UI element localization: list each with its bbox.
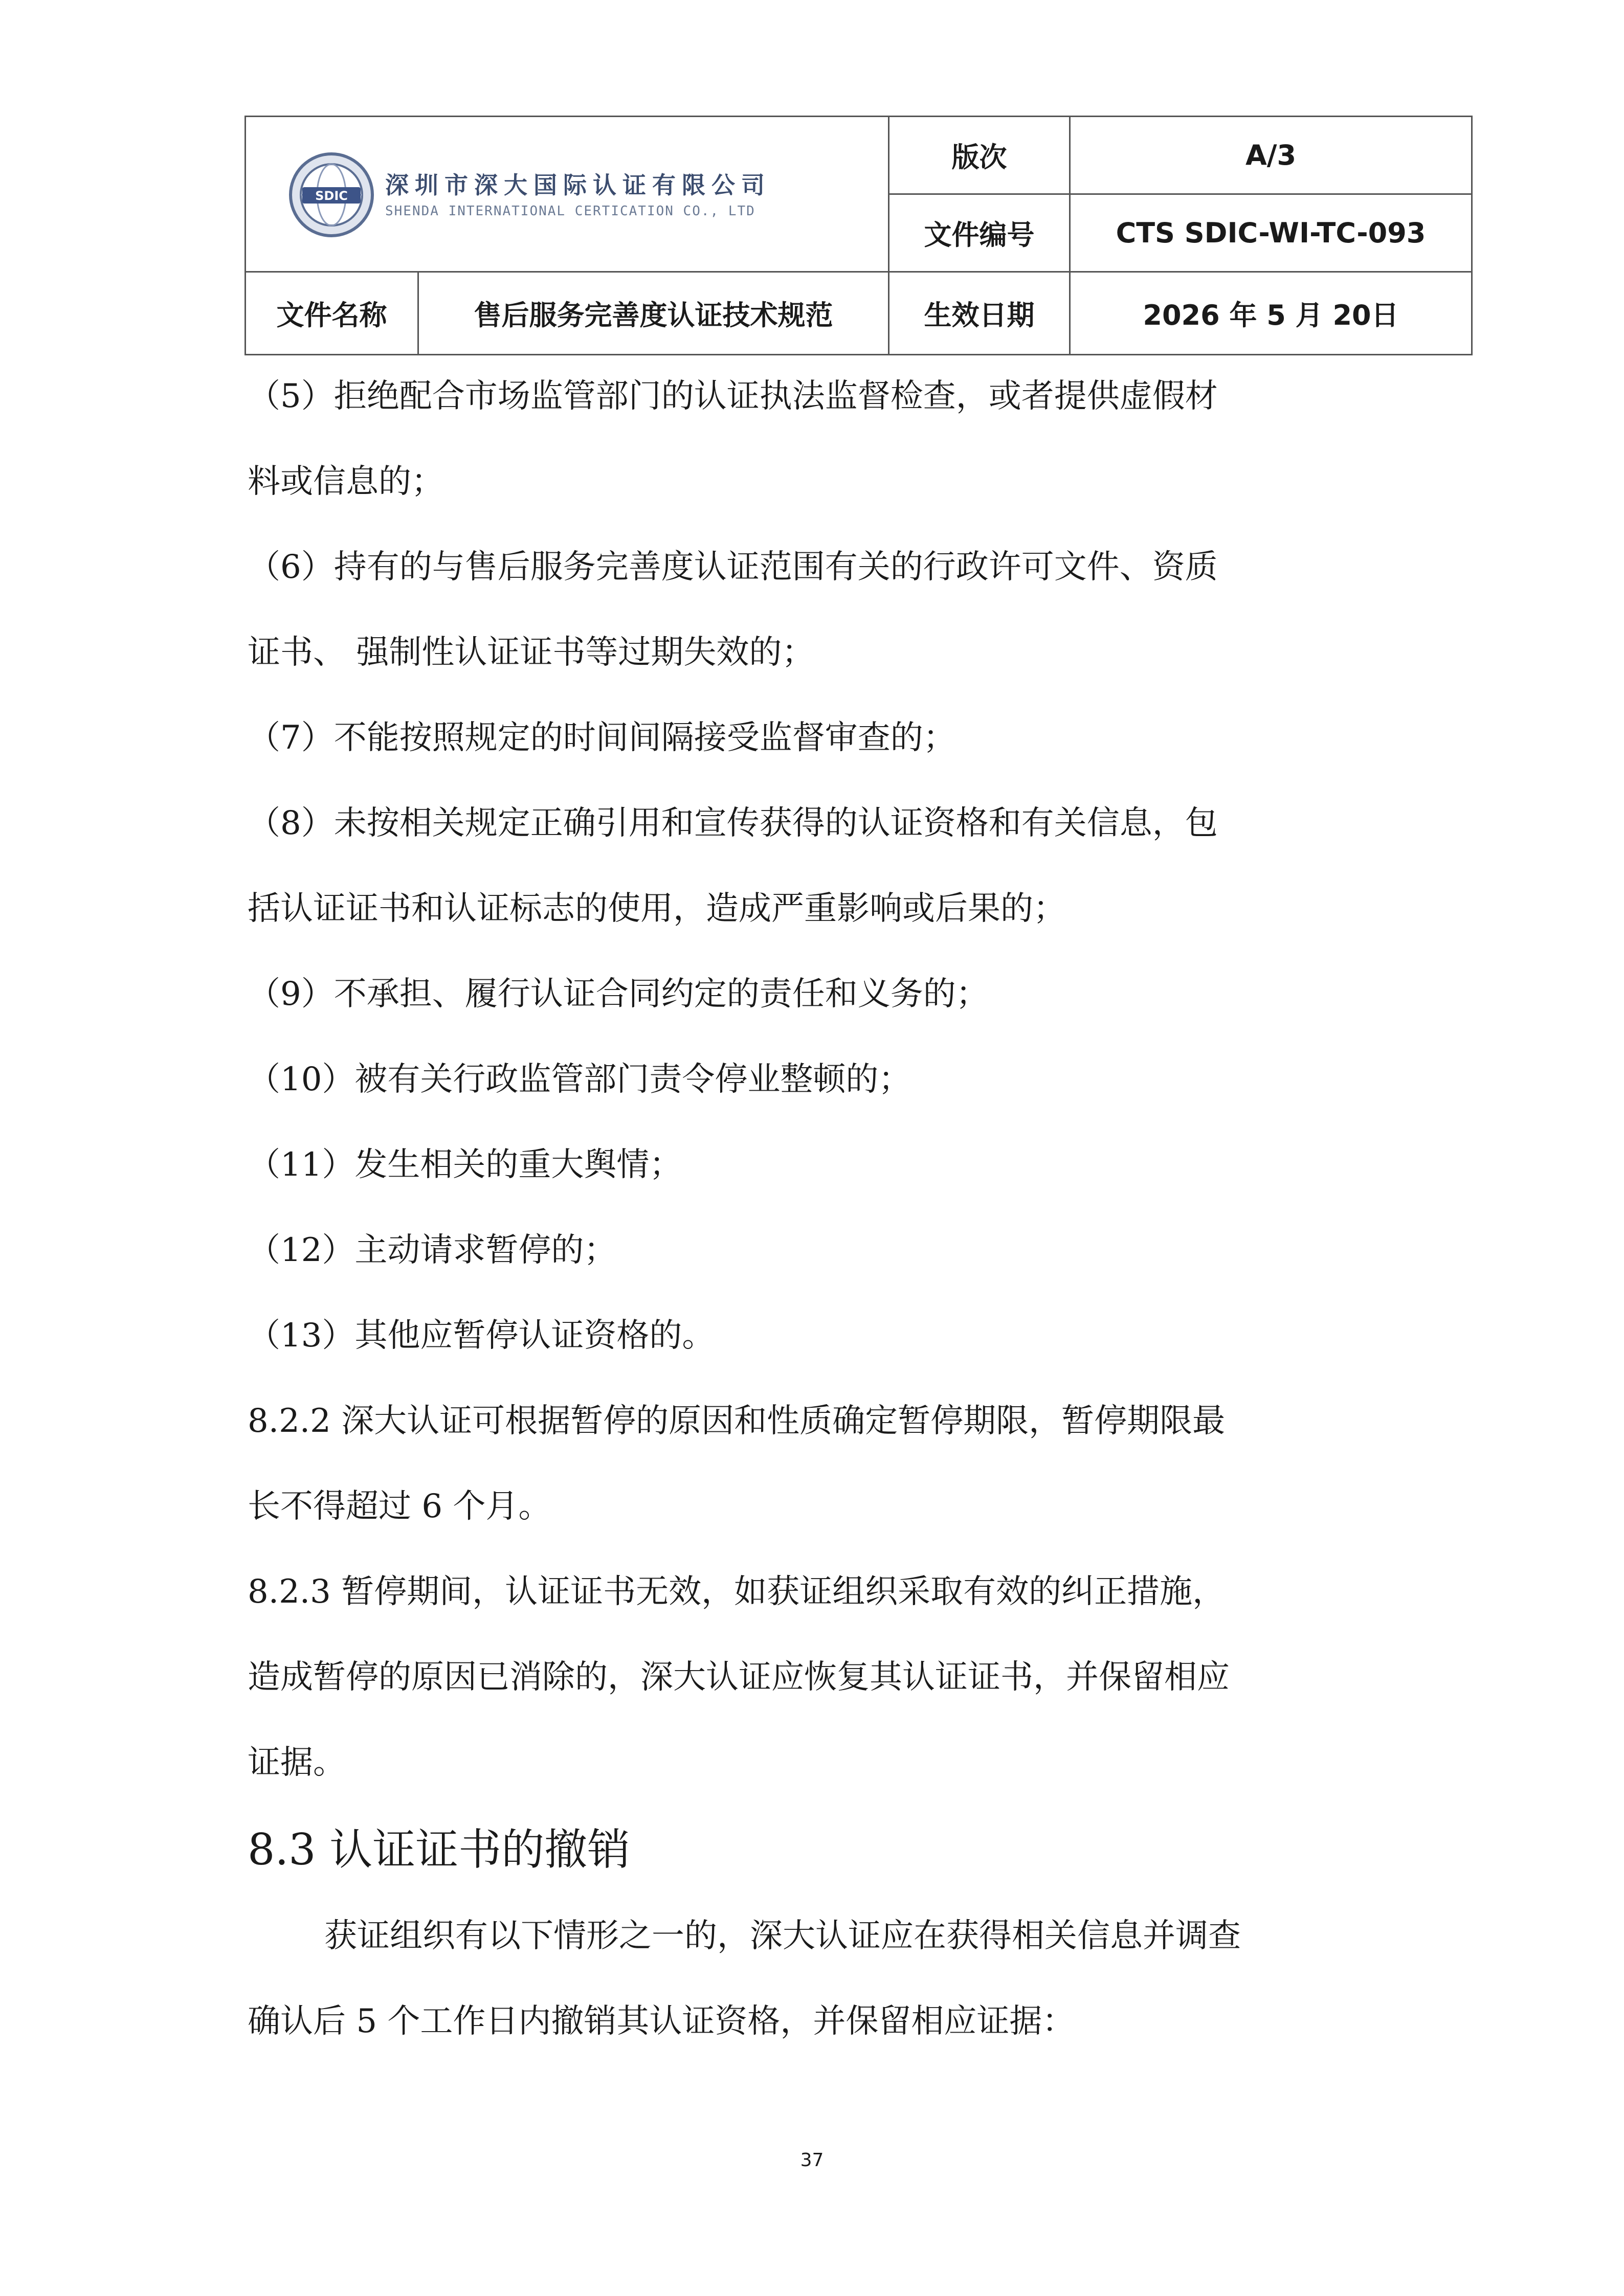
body-line: （6）持有的与售后服务完善度认证范围有关的行政许可文件、资质: [248, 548, 1218, 586]
paragraph-line: 获证组织有以下情形之一的，深大认证应在获得相关信息并调查: [324, 1917, 1241, 1955]
doc-number-label: 文件编号: [889, 194, 1070, 272]
body-line: 8.2.2 深大认证可根据暂停的原因和性质确定暂停期限，暂停期限最: [248, 1402, 1226, 1440]
doc-number-value: CTS SDIC-WI-TC-093: [1070, 194, 1472, 272]
logo-text: SDIC: [315, 188, 348, 203]
body-line: （9）不承担、履行认证合同约定的责任和义务的；: [248, 975, 989, 1013]
body-line: （10）被有关行政监管部门责令停业整顿的；: [248, 1061, 911, 1098]
body-line: 长不得超过 6 个月。: [248, 1488, 551, 1525]
effective-date-label: 生效日期: [889, 272, 1070, 355]
version-label: 版次: [889, 117, 1070, 194]
body-line: （12）主动请求暂停的；: [248, 1231, 617, 1269]
body-line: （13）其他应暂停认证资格的。: [248, 1317, 715, 1355]
body-line: 料或信息的；: [248, 463, 444, 501]
body-line: （5）拒绝配合市场监管部门的认证执法监督检查，或者提供虚假材: [248, 377, 1218, 415]
body-line: 证据。: [248, 1744, 346, 1782]
company-logo: [246, 118, 885, 271]
effective-date-value: 2026 年 5 月 20日: [1070, 272, 1472, 355]
sdic-globe-icon: [288, 151, 375, 238]
page-number: 37: [800, 2150, 824, 2171]
company-logo-cell: [246, 117, 889, 272]
version-value: A/3: [1070, 117, 1472, 194]
body-line: （7）不能按照规定的时间间隔接受监督审查的；: [248, 719, 956, 757]
document-body: [248, 354, 1404, 2064]
body-line: （11）发生相关的重大舆情；: [248, 1146, 682, 1184]
section-heading: 8.3 认证证书的撤销: [248, 1825, 631, 1875]
body-line: （8）未按相关规定正确引用和宣传获得的认证资格和有关信息，包: [248, 804, 1218, 842]
company-name-en: SHENDA INTERNATIONAL CERTICATION CO., LTD: [385, 203, 755, 219]
body-line: 造成暂停的原因已消除的，深大认证应恢复其认证证书，并保留相应: [248, 1658, 1230, 1696]
doc-name-label: 文件名称: [246, 272, 418, 355]
company-name-cn: 深圳市深大国际认证有限公司: [385, 171, 771, 199]
body-line: 8.2.3 暂停期间，认证证书无效，如获证组织采取有效的纠正措施，: [248, 1573, 1226, 1611]
body-line: 括认证证书和认证标志的使用，造成严重影响或后果的；: [248, 890, 1066, 928]
doc-name-value: 售后服务完善度认证技术规范: [418, 272, 889, 355]
body-line: 证书、 强制性认证证书等过期失效的；: [248, 634, 815, 671]
paragraph-line: 确认后 5 个工作日内撤销其认证资格，并保留相应证据：: [248, 2002, 1075, 2040]
document-header-table: [244, 116, 1473, 355]
